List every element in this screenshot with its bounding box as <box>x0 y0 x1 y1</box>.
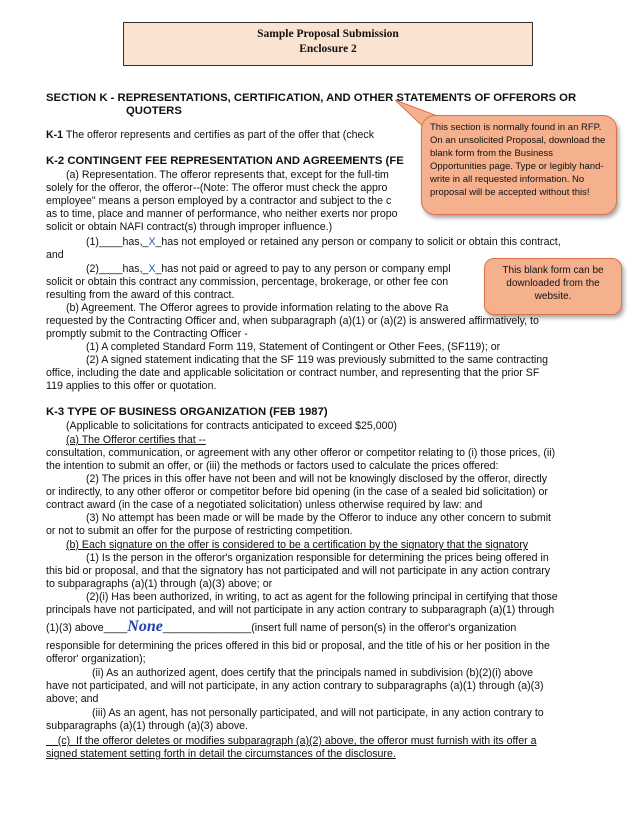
enclosure-header <box>123 22 533 66</box>
section-title: SECTION K - REPRESENTATIONS, CERTIFICATION, AND OTHER STATEMENTS OF OFFERORS OR <box>46 92 577 104</box>
k2-line: (a) Representation. The offeror represents that, except for the full-tim <box>66 169 389 181</box>
k3-line: offeror' organization); <box>46 653 146 665</box>
k2-line: (b) Agreement. The Offeror agrees to provide information relating to the above Ra <box>66 302 449 314</box>
k2-line: office, including the date and applicable solicitation or contract number, and representing that the prior SF <box>46 367 540 379</box>
section-title-cont: QUOTERS <box>126 105 182 117</box>
handwritten-name-entry: None <box>127 618 163 635</box>
k3-line-part: _______________(insert full name of person(s) in the offeror's organization <box>162 622 517 634</box>
k3-line: (2) The prices in this offer have not been and will not be knowingly disclosed by the offeror, directly <box>86 473 548 485</box>
k1-paragraph <box>46 129 374 142</box>
rfp-instruction-callout <box>421 115 617 215</box>
k3-line: or indirectly, to any other offeror or competitor before bid opening (in the case of a sealed bid solicitation) or <box>46 486 548 498</box>
k2-line: resulting from the award of this contract. <box>46 289 235 301</box>
k2-checkbox-line-2 <box>86 263 451 276</box>
k2-line: 119 applies to this offer or quotation. <box>46 380 217 392</box>
k3-line: the intention to submit an offer, or (iii) the methods or factors used to calculate the prices offered: <box>46 460 499 472</box>
k2-line: employee" means a person employed by a contractor and subject to the c <box>46 195 392 207</box>
k2-line: (1) A completed Standard Form 119, Statement of Contingent or Other Fees, (SF119); or <box>86 341 501 353</box>
k2-line: as to time, place and manner of performance, who neither exerts nor propo <box>46 208 398 220</box>
k3-line: (iii) As an agent, has not personally participated, and will not participate, in any action contrary to <box>92 707 544 719</box>
k3-line: responsible for determining the prices offered in this bid or proposal, and the title of his or her position in the <box>46 640 550 652</box>
download-callout-text: This blank form can be downloaded from the website. <box>502 265 604 302</box>
has-not-paid-check: X <box>148 263 156 275</box>
k2-line: and <box>46 249 64 261</box>
k3-line: principals have not participated, and will not participate in any action contrary to subparagraph (a)(1) through <box>46 604 555 616</box>
header-subtitle: Enclosure 2 <box>299 43 357 55</box>
k3-line: (2)(i) Has been authorized, in writing, to act as agent for the following principal in certifying that those <box>86 591 558 603</box>
rfp-instruction-text: This section is normally found in an RFP. On an unsolicited Proposal, download the blank form from the Business Opportunities page. Type or legibly hand-write in all requested information. No proposal will be accepted without this! <box>430 122 606 198</box>
has-not-employed-check: X <box>148 236 156 248</box>
k3-line: (3) No attempt has been made or will be made by the Offeror to induce any other concern to submit <box>86 512 551 524</box>
k3-line: (Applicable to solicitations for contracts anticipated to exceed $25,000) <box>66 420 397 432</box>
k3-line: (ii) As an authorized agent, does certify that the principals named in subdivision (b)(2)(i) above <box>92 667 534 679</box>
k3-title: K-3 TYPE OF BUSINESS ORGANIZATION (FEB 1987) <box>46 406 328 418</box>
k3-line: (c) If the offeror deletes or modifies subparagraph (a)(2) above, the offeror must furnish with its offer a <box>46 735 537 747</box>
k3-line: signed statement setting forth in detail the circumstances of the disclosure. <box>46 748 396 760</box>
k2-line-part: _has not paid or agreed to pay to any person or company empl <box>155 263 451 275</box>
k2-line: requested by the Contracting Officer and, when subparagraph (a)(1) or (a)(2) is answered affirmatively, to <box>46 315 539 327</box>
k3-line: above; and <box>46 693 99 705</box>
k2-line: (2) A signed statement indicating that the SF 119 was previously submitted to the same contracting <box>86 354 549 366</box>
k3-line: (a) The Offeror certifies that -- <box>66 434 206 446</box>
k3-line: contract award (in the case of a negotiated solicitation) unless otherwise required by law: and <box>46 499 483 511</box>
header-title: Sample Proposal Submission <box>257 28 399 40</box>
k3-line: (1) Is the person in the offeror's organization responsible for determining the prices being offered in <box>86 552 549 564</box>
k2-line: solicit or obtain this contract any commission, percentage, brokerage, or other fee con <box>46 276 449 288</box>
k2-title: K-2 CONTINGENT FEE REPRESENTATION AND AGREEMENTS (FE <box>46 155 404 167</box>
k3-line: this bid or proposal, and that the signatory has not participated and will not participate in any action contrary <box>46 565 551 577</box>
k3-line-part: (1)(3) above____ <box>46 622 128 634</box>
k2-line-part: _has not employed or retained any person or company to solicit or obtain this contract, <box>155 236 561 248</box>
k2-line: solicit or obtain NAFI contract(s) through improper influence.) <box>46 221 333 233</box>
k3-line: have not participated, and will not participate, in any action contrary to subparagraphs (a)(1) through (a)(3) <box>46 680 544 692</box>
k1-text: The offeror represents and certifies as part of the offer that (check <box>63 129 374 141</box>
k2-line: solely for the offeror, the offeror--(Note: The offeror must check the appro <box>46 182 388 194</box>
k2-line-part: (1)____has,_ <box>86 236 149 248</box>
download-callout <box>484 258 622 315</box>
k2-line-part: (2)____has,_ <box>86 263 149 275</box>
k3-line: subparagraphs (a)(1) through (a)(3) above. <box>46 720 248 732</box>
k3-line: or not to submit an offer for the purpose of restricting competition. <box>46 525 353 537</box>
k1-label: K-1 <box>46 129 64 141</box>
k2-line: promptly submit to the Contracting Officer - <box>46 328 248 340</box>
k3-line: consultation, communication, or agreement with any other offeror or competitor relating to (i) those prices, (ii) <box>46 447 556 459</box>
k3-name-field-line <box>46 620 516 635</box>
k3-line: (b) Each signature on the offer is considered to be a certification by the signatory that the signatory <box>66 539 529 551</box>
k2-checkbox-line-1 <box>86 236 561 249</box>
k3-line: to subparagraphs (a)(1) through (a)(3) above; or <box>46 578 273 590</box>
